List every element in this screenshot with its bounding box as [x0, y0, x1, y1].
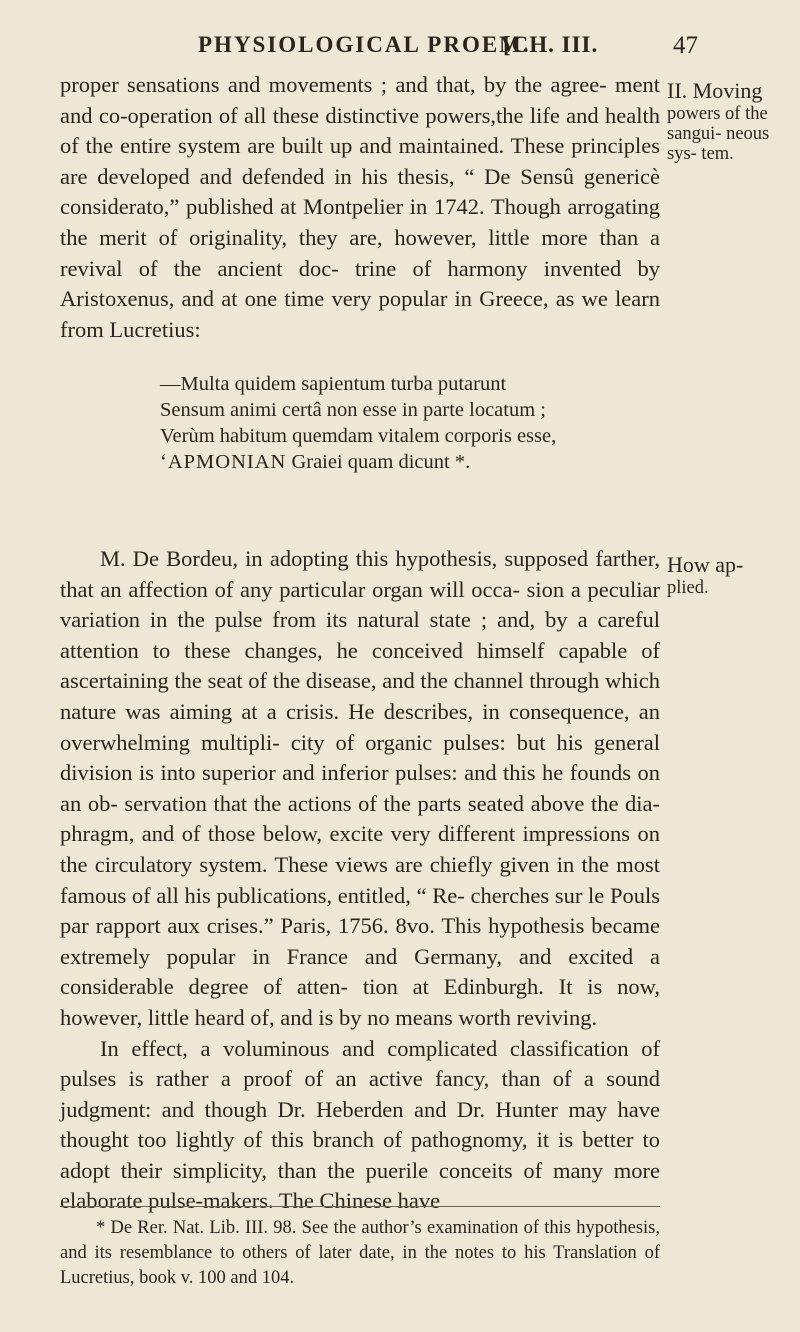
latin-verse-quote	[160, 371, 640, 475]
paragraph-top: proper sensations and movements ; and that, by the agree- ment and co-operation of all these distinctive powers,the life and health of the entire system are built up and maintained. These principles are developed and defended in his thesis, “ De Sensû genericè considerato,” published at Montpelier in 1742. Though arrogating the merit of originality, they are, however, little more than a revival of the ancient doc- trine of harmony invented by Aristoxenus, and at one time very popular in Greece, as we learn from Lucretius:	[60, 72, 660, 342]
greek-word: ‘ΑΡΜΟΝΙΑΝ	[160, 451, 287, 473]
footnote-text: * De Rer. Nat. Lib. III. 98. See the author’s examination of this hypothesis, and its resemblance to others of later date, in the notes to his Translation of Lucretius, book v. 100 and 104.	[60, 1218, 660, 1288]
margin-note-text: plied.	[667, 578, 709, 598]
verse-line: —Multa quidem sapientum turba putarunt	[160, 373, 507, 395]
footnote-divider	[60, 1206, 660, 1207]
body-text-top	[60, 70, 660, 345]
verse-line: Sensum animi certâ non esse in parte locatum ;	[160, 399, 546, 421]
verse-line: Verùm habitum quemdam vitalem corporis esse,	[160, 425, 557, 447]
body-text-bottom	[60, 544, 660, 1217]
page-number: 47	[673, 32, 698, 59]
running-title: PHYSIOLOGICAL PROEM.	[198, 32, 531, 57]
paragraph-classification: In effect, a voluminous and complicated classification of pulses is rather a proof of an active fancy, than of a sound judgment: and though Dr. Heberden and Dr. Hunter may have thought too lightly of this branch of pathognomy, it is better to adopt their simplicity, than the puerile conceits of many more elaborate pulse-makers. The Chinese have	[60, 1035, 660, 1214]
margin-note-moving-powers	[667, 78, 797, 164]
paragraph-bordeu: M. De Bordeu, in adopting this hypothesis, supposed farther, that an affection of any particular organ will occa- sion a peculiar variation in the pulse from its natural state ; and, by a careful attention to these changes, he conceived himself capable of ascertaining the seat of the disease, and the channel through which nature was aiming at a crisis. He describes, in consequence, an overwhelming multipli- city of organic pulses: but his general division is into superior and inferior pulses: and this he founds on an ob- servation that the actions of the parts seated above the dia- phragm, and of those below, excite very different impressions on the circulatory system. These views are chiefly given in the most famous of all his publications, entitled, “ Re- cherches sur le Pouls par rapport aux crises.” Paris, 1756. 8vo. This hypothesis became extremely popular in France and Germany, and excited a considerable degree of atten- tion at Edinburgh. It is now, however, little heard of, and is by no means worth reviving.	[60, 546, 660, 1030]
margin-note-lead: How ap-	[667, 552, 744, 577]
verse-line	[160, 449, 640, 475]
verse-line-rest: Graiei quam dicunt *.	[286, 451, 471, 473]
margin-note-how-applied	[667, 552, 797, 598]
footnote	[60, 1216, 660, 1291]
running-head	[198, 28, 770, 64]
chapter-label: [CH. III.	[503, 32, 599, 57]
margin-note-lead: II. Moving	[667, 78, 763, 103]
margin-note-text: powers of the sangui- neous sys- tem.	[667, 104, 770, 164]
